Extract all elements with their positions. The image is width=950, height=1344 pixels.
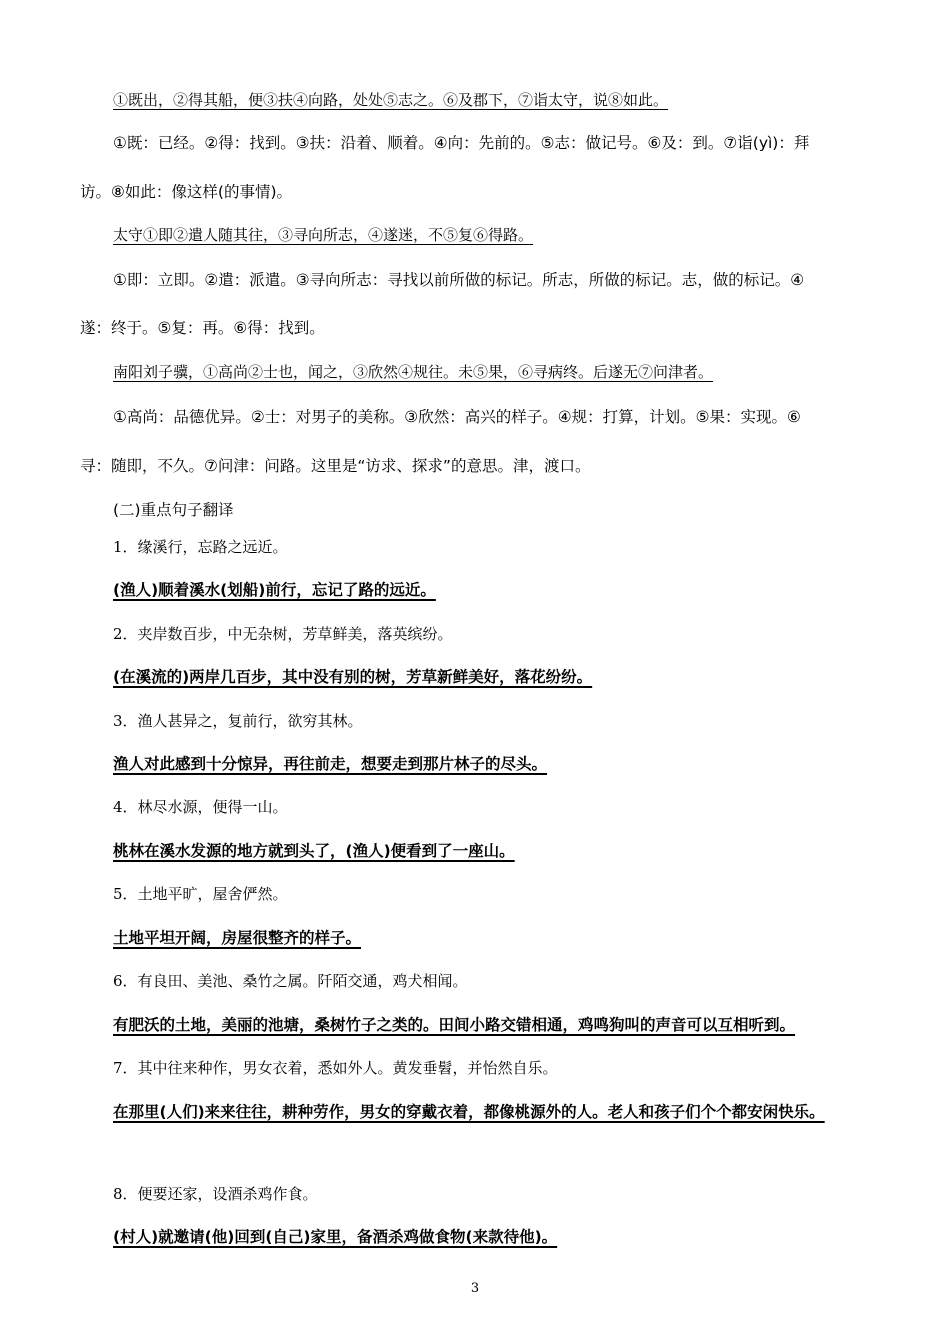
sentence-5-translation: 土地平坦开阔，房屋很整齐的样子。 — [113, 929, 362, 947]
sentence-2-source: 2．夹岸数百步，中无杂树，芳草鲜美，落英缤纷。 — [113, 625, 453, 643]
sentence-5-source: 5．土地平旷，屋舍俨然。 — [113, 885, 288, 903]
sentence-3-source: 3．渔人甚异之，复前行，欲穷其林。 — [113, 712, 363, 730]
passage-3-source: 南阳刘子骥，①高尚②士也，闻之，③欣然④规往。未⑤果，⑥寻病终。后遂无⑦问津者。 — [113, 363, 714, 381]
passage-2-note-line-2: 遂：终于。⑤复：再。⑥得：找到。 — [80, 319, 325, 337]
section-title: (二)重点句子翻译 — [113, 501, 234, 519]
passage-2-source: 太守①即②遣人随其往，③寻向所志，④遂迷，不⑤复⑥得路。 — [113, 226, 534, 244]
sentence-6-translation: 有肥沃的土地，美丽的池塘，桑树竹子之类的。田间小路交错相通，鸡鸣狗叫的声音可以互相听到。 — [113, 1016, 796, 1034]
sentence-4-translation: 桃林在溪水发源的地方就到头了，(渔人)便看到了一座山。 — [113, 842, 515, 860]
sentence-6-source: 6．有良田、美池、桑竹之属。阡陌交通，鸡犬相闻。 — [113, 972, 468, 990]
sentence-3-translation: 渔人对此感到十分惊异，再往前走，想要走到那片林子的尽头。 — [113, 755, 548, 773]
page-number: 3 — [470, 1281, 480, 1296]
sentence-4-source: 4．林尽水源，便得一山。 — [113, 798, 288, 816]
passage-3-note-line-1: ①高尚：品德优异。②士：对男子的美称。③欣然：高兴的样子。④规：打算，计划。⑤果：实现。⑥ — [113, 408, 801, 426]
passage-3-note-line-2: 寻：随即，不久。⑦问津：问路。这里是“访求、探求”的意思。津，渡口。 — [80, 457, 591, 475]
sentence-7-source: 7．其中往来种作，男女衣着，悉如外人。黄发垂髫，并怡然自乐。 — [113, 1059, 558, 1077]
passage-1-source: ①既出，②得其船，便③扶④向路，处处⑤志之。⑥及郡下，⑦诣太守，说⑧如此。 — [113, 91, 669, 109]
sentence-2-translation: (在溪流的)两岸几百步，其中没有别的树，芳草新鲜美好，落花纷纷。 — [113, 668, 593, 686]
passage-2-note-line-1: ①即：立即。②遣：派遣。③寻向所志：寻找以前所做的标记。所志，所做的标记。志，做的标记。④ — [113, 271, 805, 289]
sentence-1-source: 1．缘溪行，忘路之远近。 — [113, 538, 288, 556]
sentence-8-source: 8．便要还家，设酒杀鸡作食。 — [113, 1185, 318, 1203]
sentence-7-translation: 在那里(人们)来来往往，耕种劳作，男女的穿戴衣着，都像桃源外的人。老人和孩子们个个都安闲快乐。 — [113, 1103, 825, 1121]
sentence-1-translation: (渔人)顺着溪水(划船)前行，忘记了路的远近。 — [113, 581, 436, 599]
sentence-8-translation: (村人)就邀请(他)回到(自己)家里，备酒杀鸡做食物(来款待他)。 — [113, 1228, 558, 1246]
passage-1-note-line-1: ①既：已经。②得：找到。③扶：沿着、顺着。④向：先前的。⑤志：做记号。⑥及：到。⑦诣(yì)：拜 — [113, 134, 810, 152]
passage-1-note-line-2: 访。⑧如此：像这样(的事情)。 — [80, 183, 292, 201]
